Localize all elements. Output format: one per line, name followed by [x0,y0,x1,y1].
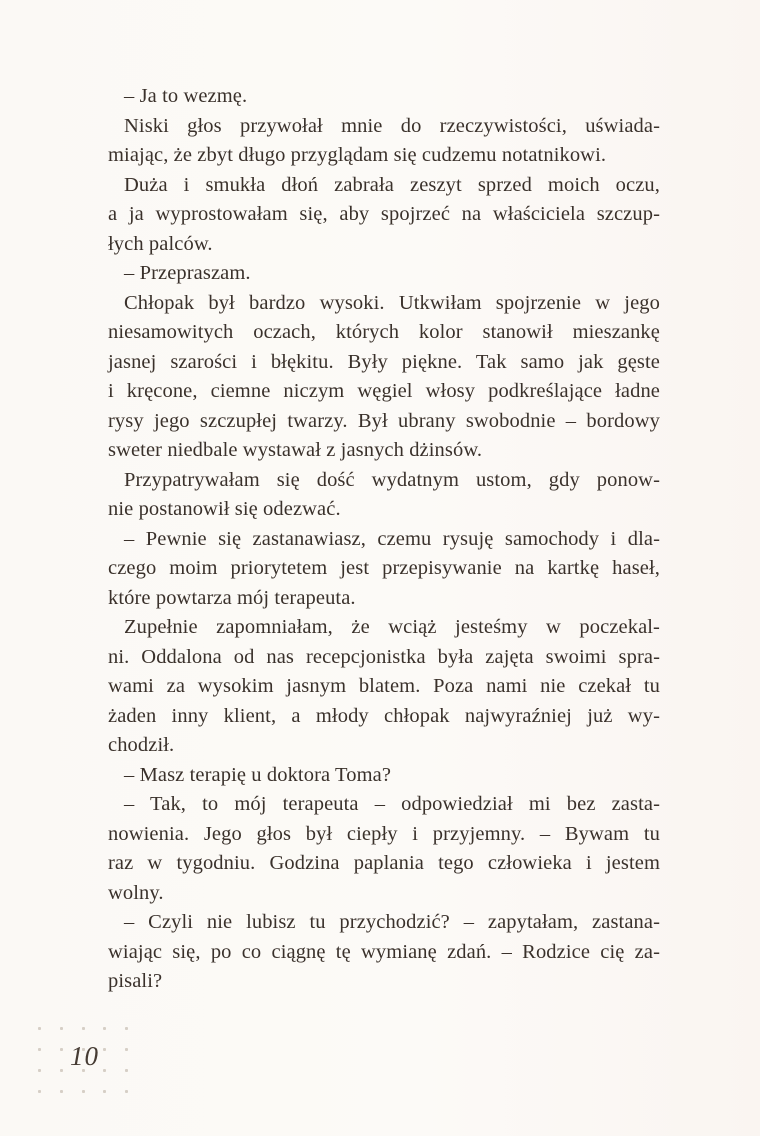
paragraph [108,761,660,791]
text-block [108,82,660,997]
paragraph [108,259,660,289]
paragraph [108,525,660,614]
text-line: Chłopak był bardzo wysoki. Utkwiłam spojrzenie w jego [124,291,660,314]
dot [60,1027,63,1030]
dot [82,1027,85,1030]
dot [103,1027,106,1030]
text-line: niesamowitych oczach, których kolor stanowił mieszankę [108,321,660,343]
paragraph [108,289,660,466]
text-line: – Ja to wezmę. [124,85,248,107]
text-line: łych palców. [108,232,213,255]
text-line: Duża i smukła dłoń zabrała zeszyt sprzed moich oczu, [124,173,660,196]
text-line: – Czyli nie lubisz tu przychodzić? – zapytałam, zastana- [124,911,660,933]
dot [38,1048,41,1051]
text-line: i kręcone, ciemne niczym węgiel włosy podkreślające ładne [108,380,660,402]
text-line: wolny. [108,881,164,904]
text-line: – Tak, to mój terapeuta – odpowiedział mi bez zasta- [124,793,660,815]
paragraph [108,613,660,761]
text-line: – Przepraszam. [124,262,251,284]
text-line: czego moim priorytetem jest przepisywanie na kartkę haseł, [108,557,660,579]
paragraph [108,112,660,171]
text-line: żaden inny klient, a młody chłopak najwyraźniej już wy- [108,704,660,727]
paragraph [108,82,660,112]
text-line: – Pewnie się zastanawiasz, czemu rysuję samochody i dla- [124,527,660,550]
text-line: jasnej szarości i błękitu. Były piękne. Tak samo jak gęste [108,350,660,373]
text-line: raz w tygodniu. Godzina paplania tego człowieka i jestem [108,852,660,874]
text-line: Przypatrywałam się dość wydatnym ustom, gdy ponow- [124,468,660,491]
text-line: Niski głos przywołał mnie do rzeczywistości, uświada- [124,114,660,137]
dot [60,1048,63,1051]
dot [103,1090,106,1093]
dot [60,1090,63,1093]
dot [82,1090,85,1093]
dot [60,1069,63,1072]
text-line: sweter niedbale wystawał z jasnych dżinsów. [108,439,483,461]
paragraph [108,790,660,908]
text-line: pisali? [108,970,163,992]
paragraph [108,171,660,260]
dot [103,1069,106,1072]
text-line: a ja wyprostowałam się, aby spojrzeć na właściciela szczup- [108,203,660,225]
dot [125,1069,128,1072]
text-line: Zupełnie zapomniałam, że wciąż jesteśmy w poczekal- [124,616,660,638]
text-line: wami za wysokim jasnym blatem. Poza nami nie czekał tu [108,675,660,697]
dot [125,1090,128,1093]
paragraph [108,908,660,997]
dot [38,1069,41,1072]
text-line: chodził. [108,734,175,756]
text-line: nowienia. Jego głos był ciepły i przyjemny. – Bywam tu [108,822,660,845]
text-line: – Masz terapię u doktora Toma? [124,763,392,786]
text-line: nie postanowił się odezwać. [108,498,341,520]
dot [103,1048,106,1051]
text-line: rysy jego szczupłej twarzy. Był ubrany swobodnie – bordowy [108,409,660,432]
text-line: które powtarza mój terapeuta. [108,586,356,609]
dot [38,1027,41,1030]
paragraph [108,466,660,525]
dot [38,1090,41,1093]
dot [125,1027,128,1030]
text-line: ni. Oddalona od nas recepcjonistka była zajęta swoimi spra- [108,645,660,668]
text-line: wiając się, po co ciągnę tę wymianę zdań. – Rodzice cię za- [108,940,660,963]
text-line: miając, że zbyt długo przyglądam się cudzemu notatnikowi. [108,144,607,166]
page-number: 10 [70,1041,99,1071]
dot [125,1048,128,1051]
